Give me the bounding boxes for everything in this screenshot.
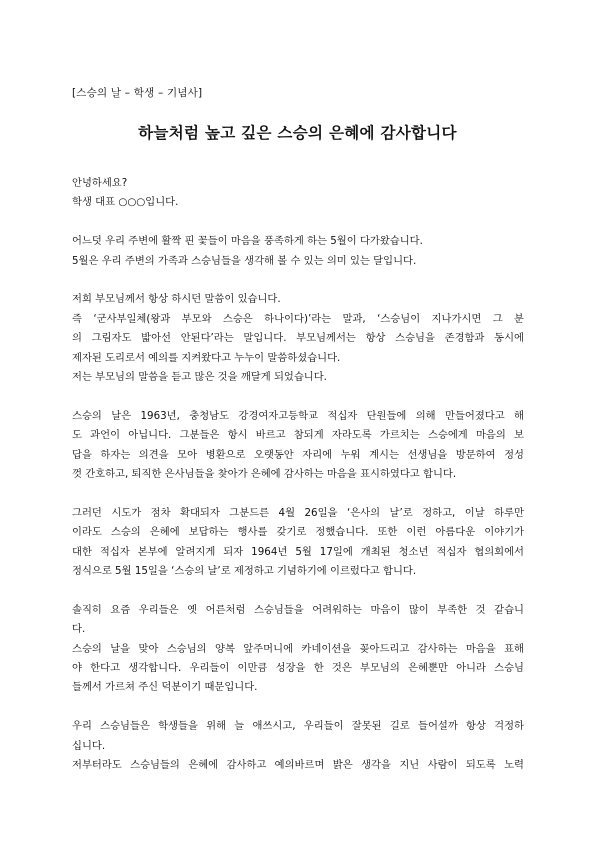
text-line: 의 그림자도 밟아선 안된다’라는 말입니다. 부모님께서는 항상 스승님을 존경함과 동시에 bbox=[72, 332, 524, 345]
text-line: 스승의 날을 맞아 스승님의 양복 앞주머니에 카네이션을 꽂아드리고 감사하는 마음을 표해 bbox=[72, 642, 524, 655]
text-line: 대한 적십자 본부에 알려지게 되자 1964년 5월 17일에 개최된 청소년 적십자 협의회에서 bbox=[72, 545, 524, 558]
paragraph bbox=[72, 717, 524, 775]
text-line: 학생 대표 ○○○입니다. bbox=[72, 196, 179, 209]
text-line: 어느덧 우리 주변에 활짝 핀 꽃들이 마음을 풍족하게 하는 5월이 다가왔습니다. bbox=[72, 235, 423, 248]
text-line: 그러던 시도가 점차 확대되자 그분드른 4월 26일을 ‘은사의 날’로 정하고, 이날 하루만 bbox=[72, 506, 524, 519]
text-line: 즉 ‘군사부일체(왕과 부모와 스승은 하나이다)’라는 말과, ‘스승님이 지나가시면 그 분 bbox=[72, 312, 524, 325]
text-line: 야 한다고 생각합니다. 우리들이 이만큼 성장을 한 것은 부모님의 은혜뿐만 아니라 스승님 bbox=[72, 662, 524, 675]
text-line: 저희 부모님께서 항상 하시던 말씀이 있습니다. bbox=[72, 293, 281, 306]
text-line: 다. bbox=[72, 623, 86, 636]
text-line: 안녕하세요? bbox=[72, 177, 128, 189]
text-line: 스승의 날은 1963년, 충청남도 강경여자고등학교 적십자 단원들에 의해 만들어졌다고 해 bbox=[72, 409, 524, 422]
document-body bbox=[72, 174, 524, 776]
text-line: 십니다. bbox=[72, 739, 106, 752]
document-category-tag: [스승의 날 – 학생 – 기념사] bbox=[72, 87, 203, 99]
text-line: 정식으로 5월 15일을 ‘스승의 날’로 제정하고 기념하기에 이르렀다고 합니다. bbox=[72, 565, 417, 578]
paragraph bbox=[72, 601, 524, 698]
text-line: 저는 부모님의 말씀을 듣고 많은 것을 깨달게 되었습니다. bbox=[72, 371, 327, 384]
paragraph bbox=[72, 174, 524, 213]
paragraph bbox=[72, 504, 524, 582]
text-line: 답을 하자는 의견을 모아 병환으로 오랫동안 자리에 누워 계시는 선생님을 방문하여 정성 bbox=[72, 448, 524, 461]
text-line: 5월은 우리 주변의 가족과 스승님들을 생각해 볼 수 있는 의미 있는 달입니다. bbox=[72, 254, 417, 267]
paragraph bbox=[72, 290, 524, 387]
paragraph bbox=[72, 232, 524, 271]
page-title: 하늘처럼 높고 깊은 스승의 은혜에 감사합니다 bbox=[138, 124, 457, 142]
text-line: 들께서 가르쳐 주신 덕분이기 때문입니다. bbox=[72, 681, 258, 694]
text-line: 이라도 스승의 은혜에 보답하는 행사를 갖기로 정했습니다. 또한 이런 아름다운 이야기가 bbox=[72, 526, 524, 539]
text-line: 솔직히 요즘 우리들은 옛 어른처럼 스승님들을 어려워하는 마음이 많이 부족한 것 같습니 bbox=[72, 603, 524, 616]
text-line: 껏 간호하고, 퇴직한 은사님들을 찾아가 은혜에 감사하는 마음을 표시하였다고 합니다. bbox=[72, 468, 457, 481]
paragraph bbox=[72, 407, 524, 485]
text-line: 우리 스승님들은 학생들을 위해 늘 애쓰시고, 우리들이 잘못된 길로 들어설까 항상 걱정하 bbox=[72, 720, 524, 733]
text-line: 저부터라도 스승님들의 은혜에 감사하고 예의바르며 밝은 생각을 지닌 사람이 되도록 노력 bbox=[72, 759, 524, 772]
text-line: 도 과언이 아닙니다. 그분들은 항시 바르고 참되게 자라도록 가르치는 스승에게 마음의 보 bbox=[72, 429, 524, 442]
text-line: 제자된 도리로서 예의를 지켜왔다고 누누이 말씀하셨습니다. bbox=[72, 351, 341, 364]
